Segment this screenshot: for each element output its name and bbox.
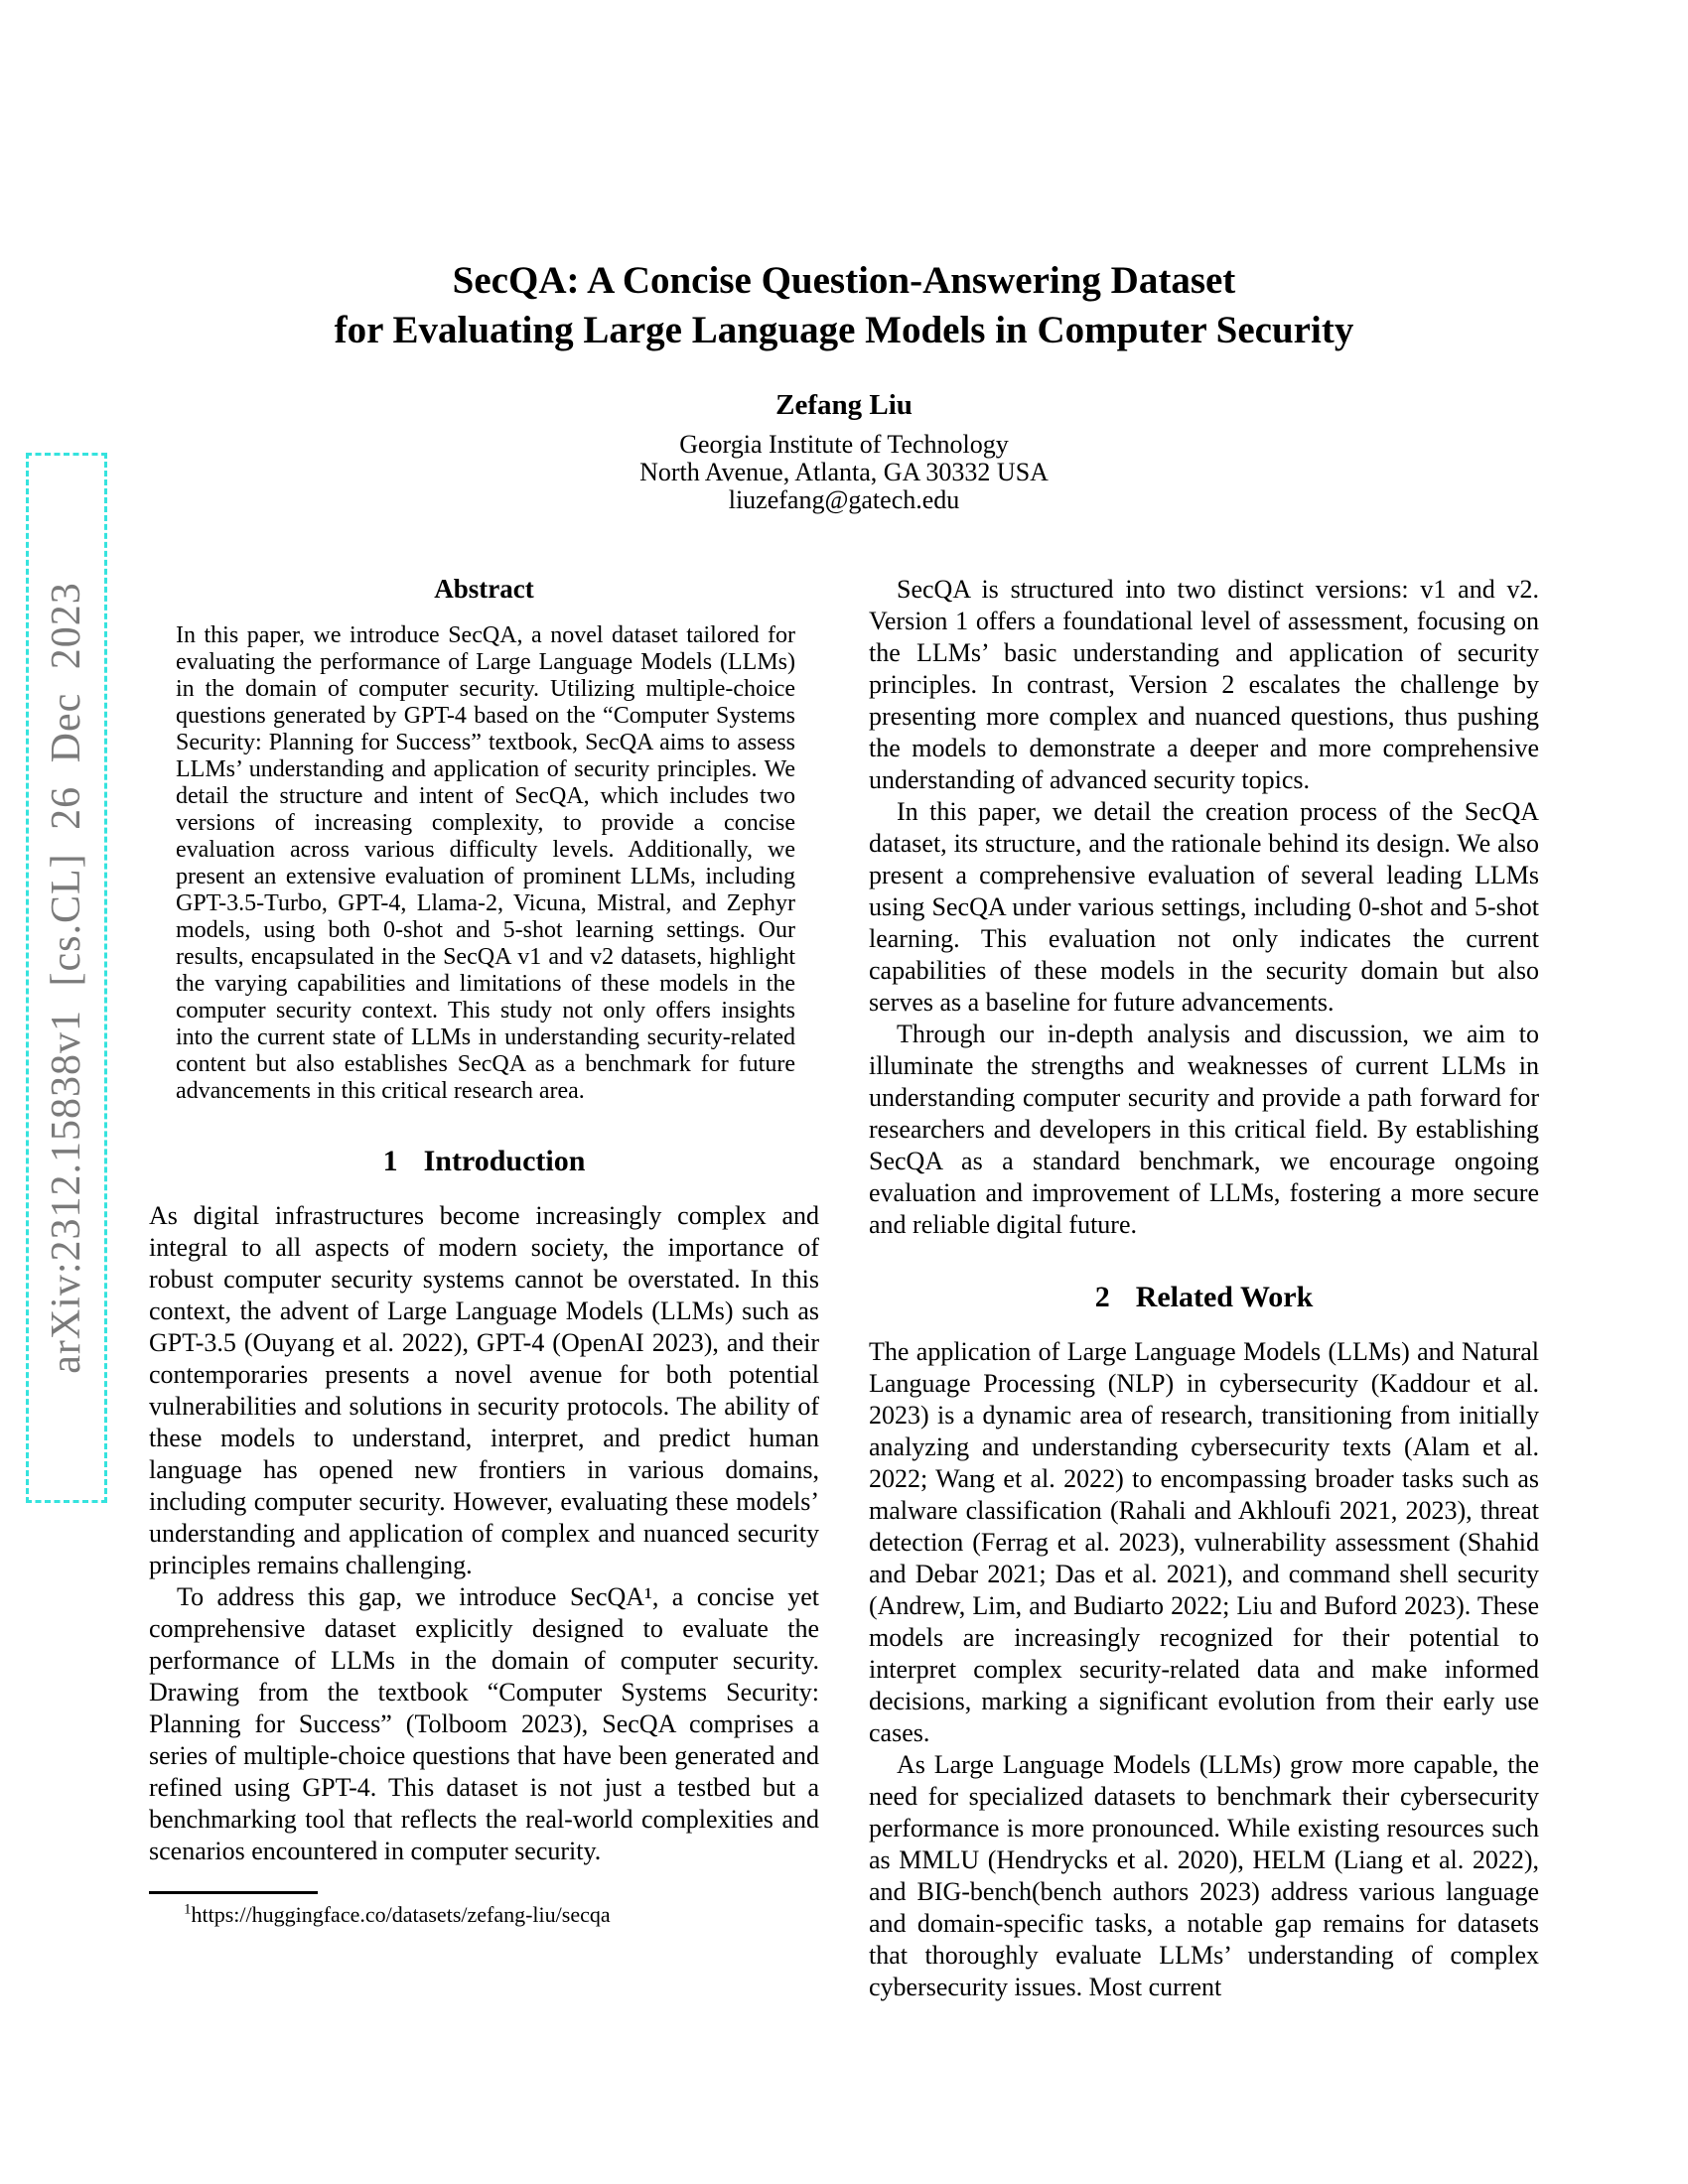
section-number: 1: [382, 1145, 398, 1177]
footnote-marker: 1: [184, 1901, 192, 1918]
introduction-paragraph-3: SecQA is structured into two distinct versions: v1 and v2. Version 1 offers a foundational level of assessment, focusing on the LLMs’ basic understanding and application of security principles. In contrast, Version 2 escalates the challenge by presenting more complex and nuanced questions, thus pushing the models to demonstrate a deeper and more comprehensive understanding of advanced security topics.: [869, 575, 1539, 794]
section-number: 2: [1094, 1281, 1110, 1313]
affiliation-institution: Georgia Institute of Technology: [679, 430, 1009, 459]
section-heading-introduction: [149, 1145, 819, 1178]
introduction-paragraph-4: In this paper, we detail the creation process of the SecQA dataset, its structure, and the rationale behind its design. We also present a comprehensive evaluation of several leading LLMs using SecQA under various settings, including 0-shot and 5-shot learning. This evaluation not only indicates the current capabilities of these models in the security domain but also serves as a baseline for future advancements.: [869, 797, 1539, 1017]
paper-content: [149, 0, 1539, 2003]
right-column: [869, 574, 1539, 2003]
abstract-text: In this paper, we introduce SecQA, a novel dataset tailored for evaluating the performance of Large Language Models (LLMs) in the domain of computer security. Utilizing multiple-choice questions generated by GPT-4 based on the “Computer Systems Security: Planning for Success” textbook, SecQA aims to assess LLMs’ understanding and application of security principles. We detail the structure and intent of SecQA, which includes two versions of increasing complexity, to provide a concise evaluation across various difficulty levels. Additionally, we present an extensive evaluation of prominent LLMs, including GPT-3.5-Turbo, GPT-4, Llama-2, Vicuna, Mistral, and Zephyr models, using both 0-shot and 5-shot learning settings. Our results, encapsulated in the SecQA v1 and v2 datasets, highlight the varying capabilities and limitations of these models in the computer security context. This study not only offers insights into the current state of LLMs in understanding security-related content but also establishes SecQA as a benchmark for future advancements in this critical research area.: [176, 622, 795, 1104]
two-column-body: [149, 574, 1539, 2003]
footnote-block: [149, 1891, 819, 1928]
section-heading-related-work: [869, 1281, 1539, 1314]
introduction-paragraph-2: To address this gap, we introduce SecQA¹, a concise yet comprehensive dataset explicitly designed to evaluate the performance of LLMs in the domain of computer security. Drawing from the textbook “Computer Systems Security: Planning for Success” (Tolboom 2023), SecQA comprises a series of multiple-choice questions that have been generated and refined using GPT-4. This dataset is not just a testbed but a benchmarking tool that reflects the real-world complexities and scenarios encountered in computer security.: [149, 1582, 819, 1865]
section-title: Introduction: [423, 1145, 586, 1177]
affiliation-email: liuzefang@gatech.edu: [728, 485, 960, 514]
introduction-paragraph-1: As digital infrastructures become increasingly complex and integral to all aspects of modern society, the importance of robust computer security systems cannot be overstated. In this context, the advent of Large Language Models (LLMs) such as GPT-3.5 (Ouyang et al. 2022), GPT-4 (OpenAI 2023), and their contemporaries presents a novel avenue for both potential vulnerabilities and solutions in security protocols. The ability of these models to understand, interpret, and predict human language has opened new frontiers in various domains, including computer security. However, evaluating these models’ understanding and application of complex and nuanced security principles remains challenging.: [149, 1201, 819, 1579]
footnote-rule: [149, 1891, 318, 1894]
author-affiliation: [149, 431, 1539, 514]
footnote-url: https://huggingface.co/datasets/zefang-liu/secqa: [191, 1902, 611, 1927]
paper-title-line-2: for Evaluating Large Language Models in Computer Security: [334, 309, 1354, 351]
arxiv-watermark: [26, 453, 107, 1503]
paper-title-line-1: SecQA: A Concise Question-Answering Dataset: [452, 259, 1236, 302]
related-work-paragraph-1: The application of Large Language Models (LLMs) and Natural Language Processing (NLP) in cybersecurity (Kaddour et al. 2023) is a dynamic area of research, transitioning from initially analyzing and understanding cybersecurity texts (Alam et al. 2022; Wang et al. 2022) to encompassing broader tasks such as malware classification (Rahali and Akhloufi 2021, 2023), threat detection (Ferrag et al. 2023), vulnerability assessment (Shahid and Debar 2021; Das et al. 2021), and command shell security (Andrew, Lim, and Budiarto 2022; Liu and Buford 2023). These models are increasingly recognized for their potential to interpret complex security-related data and make informed decisions, marking a significant evolution from their early use cases.: [869, 1337, 1539, 1747]
arxiv-watermark-text: arXiv:2312.15838v1 [cs.CL] 26 Dec 2023: [44, 582, 90, 1374]
affiliation-address: North Avenue, Atlanta, GA 30332 USA: [639, 458, 1049, 486]
related-work-paragraph-2: As Large Language Models (LLMs) grow more capable, the need for specialized datasets to benchmark their cybersecurity performance is more pronounced. While existing resources such as MMLU (Hendrycks et al. 2020), HELM (Liang et al. 2022), and BIG-bench(bench authors 2023) address various language and domain-specific tasks, a notable gap remains for datasets that thoroughly evaluate LLMs’ understanding of complex cybersecurity issues. Most current: [869, 1750, 1539, 2001]
introduction-paragraph-5: Through our in-depth analysis and discussion, we aim to illuminate the strengths and weaknesses of current LLMs in understanding computer security and provide a path forward for researchers and developers in this critical field. By establishing SecQA as a standard benchmark, we encourage ongoing evaluation and improvement of LLMs, fostering a more secure and reliable digital future.: [869, 1020, 1539, 1239]
paper-title: [149, 256, 1539, 355]
left-column: [149, 574, 819, 2003]
author-name: Zefang Liu: [775, 389, 913, 421]
footnote: [149, 1902, 819, 1928]
section-title: Related Work: [1135, 1281, 1314, 1313]
paper-header: [149, 256, 1539, 514]
abstract-heading: Abstract: [434, 574, 534, 604]
